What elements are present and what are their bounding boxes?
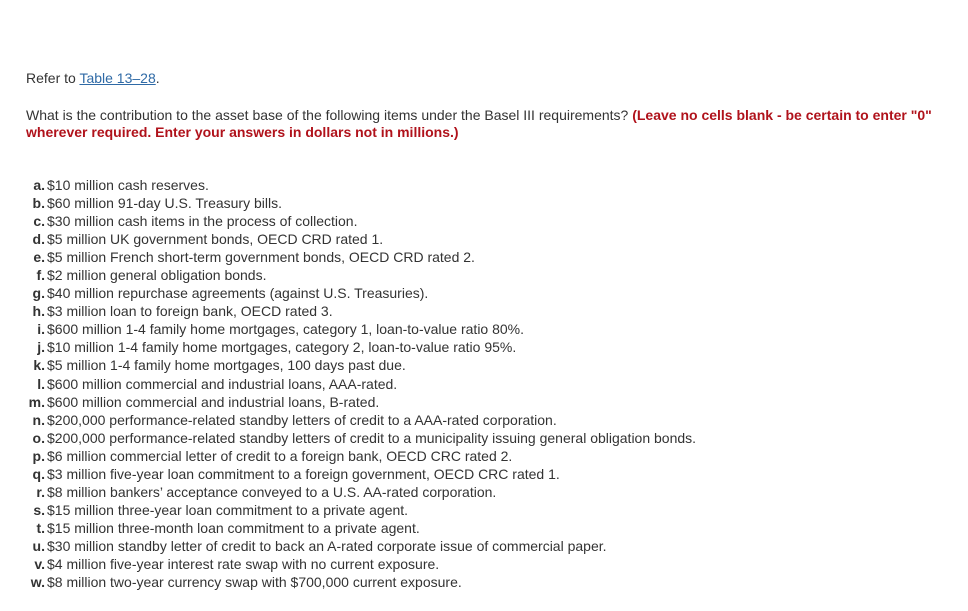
item-text: $600 million 1-4 family home mortgages, category 1, loan-to-value ratio 80%. — [47, 321, 525, 338]
list-item — [22, 429, 696, 447]
item-letter: b. — [32, 195, 45, 212]
question-body: What is the contribution to the asset base of the following items under the Basel III requirements? — [26, 107, 633, 123]
list-item — [22, 248, 696, 266]
item-letter: i. — [37, 321, 45, 338]
refer-prefix: Refer to — [26, 70, 80, 86]
item-text: $8 million two-year currency swap with $700,000 current exposure. — [47, 574, 462, 591]
item-letter: k. — [33, 357, 45, 374]
item-letter: g. — [32, 285, 45, 302]
list-item — [22, 411, 696, 429]
item-letter: c. — [33, 213, 45, 230]
refer-line — [26, 70, 160, 87]
item-text: $200,000 performance-related standby letters of credit to a AAA-rated corporation. — [47, 411, 557, 428]
item-text: $3 million loan to foreign bank, OECD rated 3. — [47, 303, 333, 320]
item-text: $10 million cash reserves. — [47, 177, 209, 193]
item-text: $5 million 1-4 family home mortgages, 100 days past due. — [47, 357, 406, 374]
item-letter: d. — [32, 231, 45, 248]
question-text — [26, 107, 966, 141]
list-item — [22, 537, 696, 555]
table-link[interactable]: Table 13–28 — [79, 70, 156, 86]
list-item — [22, 555, 696, 573]
item-text: $3 million five-year loan commitment to a foreign government, OECD CRC rated 1. — [47, 465, 560, 482]
item-text: $15 million three-year loan commitment to a private agent. — [47, 501, 409, 518]
item-letter: r. — [36, 483, 45, 500]
item-letter: n. — [32, 411, 45, 428]
list-item — [22, 483, 696, 501]
item-letter: a. — [33, 177, 45, 193]
item-text: $4 million five-year interest rate swap with no current exposure. — [47, 555, 440, 572]
list-item — [22, 212, 696, 230]
item-letter: p. — [32, 447, 45, 464]
item-text: $10 million 1-4 family home mortgages, category 2, loan-to-value ratio 95%. — [47, 339, 517, 356]
list-item — [22, 393, 696, 411]
list-item — [22, 176, 696, 194]
item-letter: f. — [36, 267, 45, 284]
item-text: $5 million UK government bonds, OECD CRD rated 1. — [47, 231, 384, 248]
question-instruction: (Leave no cells blank - be certain to enter "0" wherever required. Enter your answers in dollars not in millions.) — [26, 107, 932, 140]
item-letter: o. — [32, 429, 45, 446]
list-item — [22, 519, 696, 537]
list-item — [22, 302, 696, 320]
list-item — [22, 447, 696, 465]
list-item — [22, 266, 696, 284]
items-list — [22, 176, 696, 591]
item-text: $30 million standby letter of credit to back an A-rated corporate issue of commercial paper. — [47, 537, 607, 554]
item-letter: s. — [33, 501, 45, 518]
refer-suffix: . — [155, 70, 160, 86]
item-letter: u. — [32, 537, 45, 554]
list-item — [22, 230, 696, 248]
item-letter: l. — [37, 375, 45, 392]
item-letter: t. — [36, 519, 45, 536]
list-item — [22, 338, 696, 356]
item-text: $6 million commercial letter of credit to a foreign bank, OECD CRC rated 2. — [47, 447, 513, 464]
list-item — [22, 501, 696, 519]
item-letter: q. — [32, 465, 45, 482]
item-text: $40 million repurchase agreements (against U.S. Treasuries). — [47, 285, 429, 302]
item-text: $200,000 performance-related standby letters of credit to a municipality issuing general obligation bonds. — [47, 429, 697, 446]
list-item — [22, 356, 696, 374]
item-text: $600 million commercial and industrial loans, AAA-rated. — [47, 375, 398, 392]
list-item — [22, 573, 696, 591]
item-text: $2 million general obligation bonds. — [47, 267, 267, 284]
list-item — [22, 375, 696, 393]
item-letter: m. — [28, 393, 45, 410]
item-letter: h. — [32, 303, 45, 320]
item-text: $8 million bankers’ acceptance conveyed to a U.S. AA-rated corporation. — [47, 483, 497, 500]
list-item — [22, 465, 696, 483]
item-text: $15 million three-month loan commitment to a private agent. — [47, 519, 420, 536]
item-text: $600 million commercial and industrial loans, B-rated. — [47, 393, 380, 410]
item-text: $30 million cash items in the process of collection. — [47, 213, 358, 230]
list-item — [22, 320, 696, 338]
list-item — [22, 284, 696, 302]
item-letter: v. — [34, 555, 45, 572]
item-letter: j. — [37, 339, 45, 356]
item-letter: w. — [30, 574, 45, 591]
item-letter: e. — [33, 249, 45, 266]
item-text: $5 million French short-term government bonds, OECD CRD rated 2. — [47, 249, 475, 266]
item-text: $60 million 91-day U.S. Treasury bills. — [47, 195, 282, 212]
list-item — [22, 194, 696, 212]
